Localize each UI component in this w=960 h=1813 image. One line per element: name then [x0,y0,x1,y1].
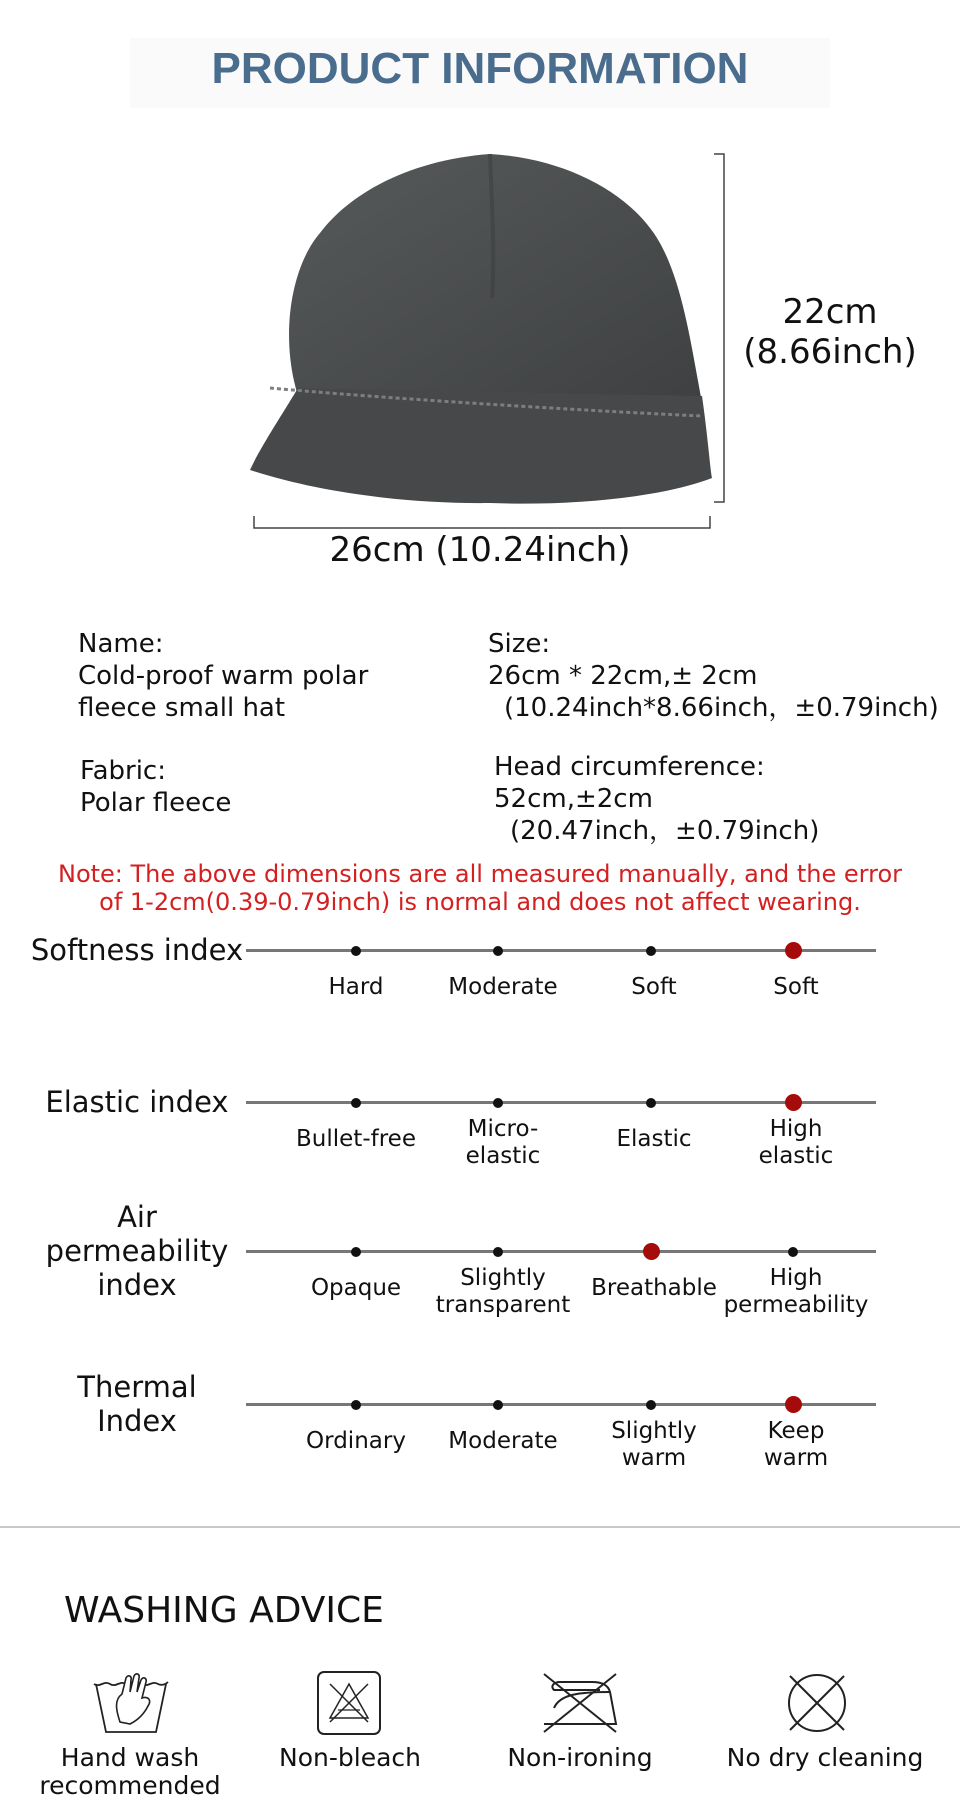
level-option-label [271,974,441,1001]
note-line-2: of 1-2cm(0.39-0.79inch) is normal and does not affect wearing. [99,888,861,916]
hand-wash-label-line-2: recommended [39,1771,221,1800]
index-scale-line [246,949,876,952]
index-label-line: Air [117,1200,157,1234]
level-dot [351,1400,361,1410]
level-option-line: warm [763,1445,829,1471]
level-dot [788,1247,798,1257]
level-option-line: Moderate [448,1428,558,1454]
index-label-1 [17,1085,257,1119]
index-label-3 [17,1370,257,1438]
level-option-line: elastic [465,1143,541,1169]
size-block [488,628,958,724]
level-dot [493,1400,503,1410]
level-dot [646,1098,656,1108]
level-option-label [418,1116,588,1170]
width-dimension: 26cm (10.24inch) [329,530,631,570]
fabric-label: Fabric: [80,756,166,786]
level-dot [351,1247,361,1257]
height-inch-text: (8.66inch) [743,332,917,372]
level-dot [351,946,361,956]
size-value-line-1: 26cm * 22cm,± 2cm [488,661,758,691]
page-title: PRODUCT INFORMATION [211,44,749,93]
index-scale-line [246,1101,876,1104]
selected-level-dot [785,942,802,959]
size-label: Size: [488,629,551,659]
level-option-line: elastic [758,1143,834,1169]
head-circumference-value-1: 52cm,±2cm [494,784,653,814]
level-dot [493,1098,503,1108]
level-option-label [418,1265,588,1319]
index-label-2 [17,1200,257,1302]
level-option-label [418,1428,588,1455]
height-cm-text: 22cm [782,292,878,332]
level-option-line: warm [621,1445,687,1471]
name-value-line-1: Cold-proof warm polar [78,661,369,691]
level-dot [646,946,656,956]
measurement-note [40,860,920,916]
head-circumference-block [494,751,934,847]
level-option-line: Soft [631,974,677,1000]
index-label-0 [17,933,257,967]
section-divider [0,1526,960,1528]
level-option-line: High [769,1116,823,1142]
no-ironing-icon [540,1670,620,1736]
level-option-line: High [769,1265,823,1291]
level-dot [493,946,503,956]
level-option-label [711,1418,881,1472]
level-option-label [418,974,588,1001]
no-bleach-icon [316,1670,382,1736]
washing-advice-title: WASHING ADVICE [64,1590,384,1631]
index-label-line: Index [97,1404,177,1438]
level-option-line: Elastic [616,1126,692,1152]
name-label: Name: [78,629,164,659]
level-option-line: Opaque [310,1275,402,1301]
level-dot [493,1247,503,1257]
no-dry-cleaning-icon [784,1670,850,1736]
index-scale-line [246,1250,876,1253]
level-option-line: Bullet-free [296,1126,416,1152]
size-value-line-2: (10.24inch*8.66inch，±0.79inch) [504,693,939,723]
hand-wash-icon [90,1670,172,1736]
index-label-line: Thermal [77,1370,197,1404]
level-option-label [271,1275,441,1302]
non-bleach-label: Non-bleach [279,1743,421,1772]
level-option-line: Breathable [591,1275,717,1301]
level-dot [351,1098,361,1108]
level-option-line: permeability [723,1292,869,1318]
dimension-lines [240,148,740,548]
name-value-line-2: fleece small hat [78,693,286,723]
selected-level-dot [785,1094,802,1111]
index-label-line: permeability [45,1234,229,1268]
selected-level-dot [785,1396,802,1413]
level-option-line: Keep [767,1418,825,1444]
level-option-line: Moderate [448,974,558,1000]
fabric-value: Polar fleece [80,788,232,818]
level-option-label [711,1265,881,1319]
level-option-line: Micro- [467,1116,539,1142]
level-option-line: Slightly [460,1265,546,1291]
index-scale-line [246,1403,876,1406]
hand-wash-label-line-1: Hand wash [60,1743,200,1772]
level-option-label [271,1126,441,1153]
head-circumference-value-2: (20.47inch，±0.79inch) [510,816,820,846]
index-label-line: Softness index [30,933,244,967]
height-dimension [730,292,930,372]
level-option-line: Hard [328,974,384,1000]
name-block [78,628,438,724]
level-option-line: Soft [773,974,819,1000]
hand-wash-label [20,1744,240,1800]
note-line-1: Note: The above dimensions are all measured manually, and the error [57,860,903,888]
no-dry-cleaning-label: No dry cleaning [726,1743,924,1772]
level-option-line: transparent [435,1292,571,1318]
head-circumference-label: Head circumference: [494,752,765,782]
level-option-label [271,1428,441,1455]
index-label-line: index [97,1268,177,1302]
fabric-block [80,755,440,819]
index-label-line: Elastic index [45,1085,229,1119]
non-ironing-label: Non-ironing [507,1743,653,1772]
level-option-line: Ordinary [306,1428,406,1454]
selected-level-dot [643,1243,660,1260]
level-option-line: Slightly [611,1418,697,1444]
level-dot [646,1400,656,1410]
level-option-label [711,974,881,1001]
level-option-label [711,1116,881,1170]
